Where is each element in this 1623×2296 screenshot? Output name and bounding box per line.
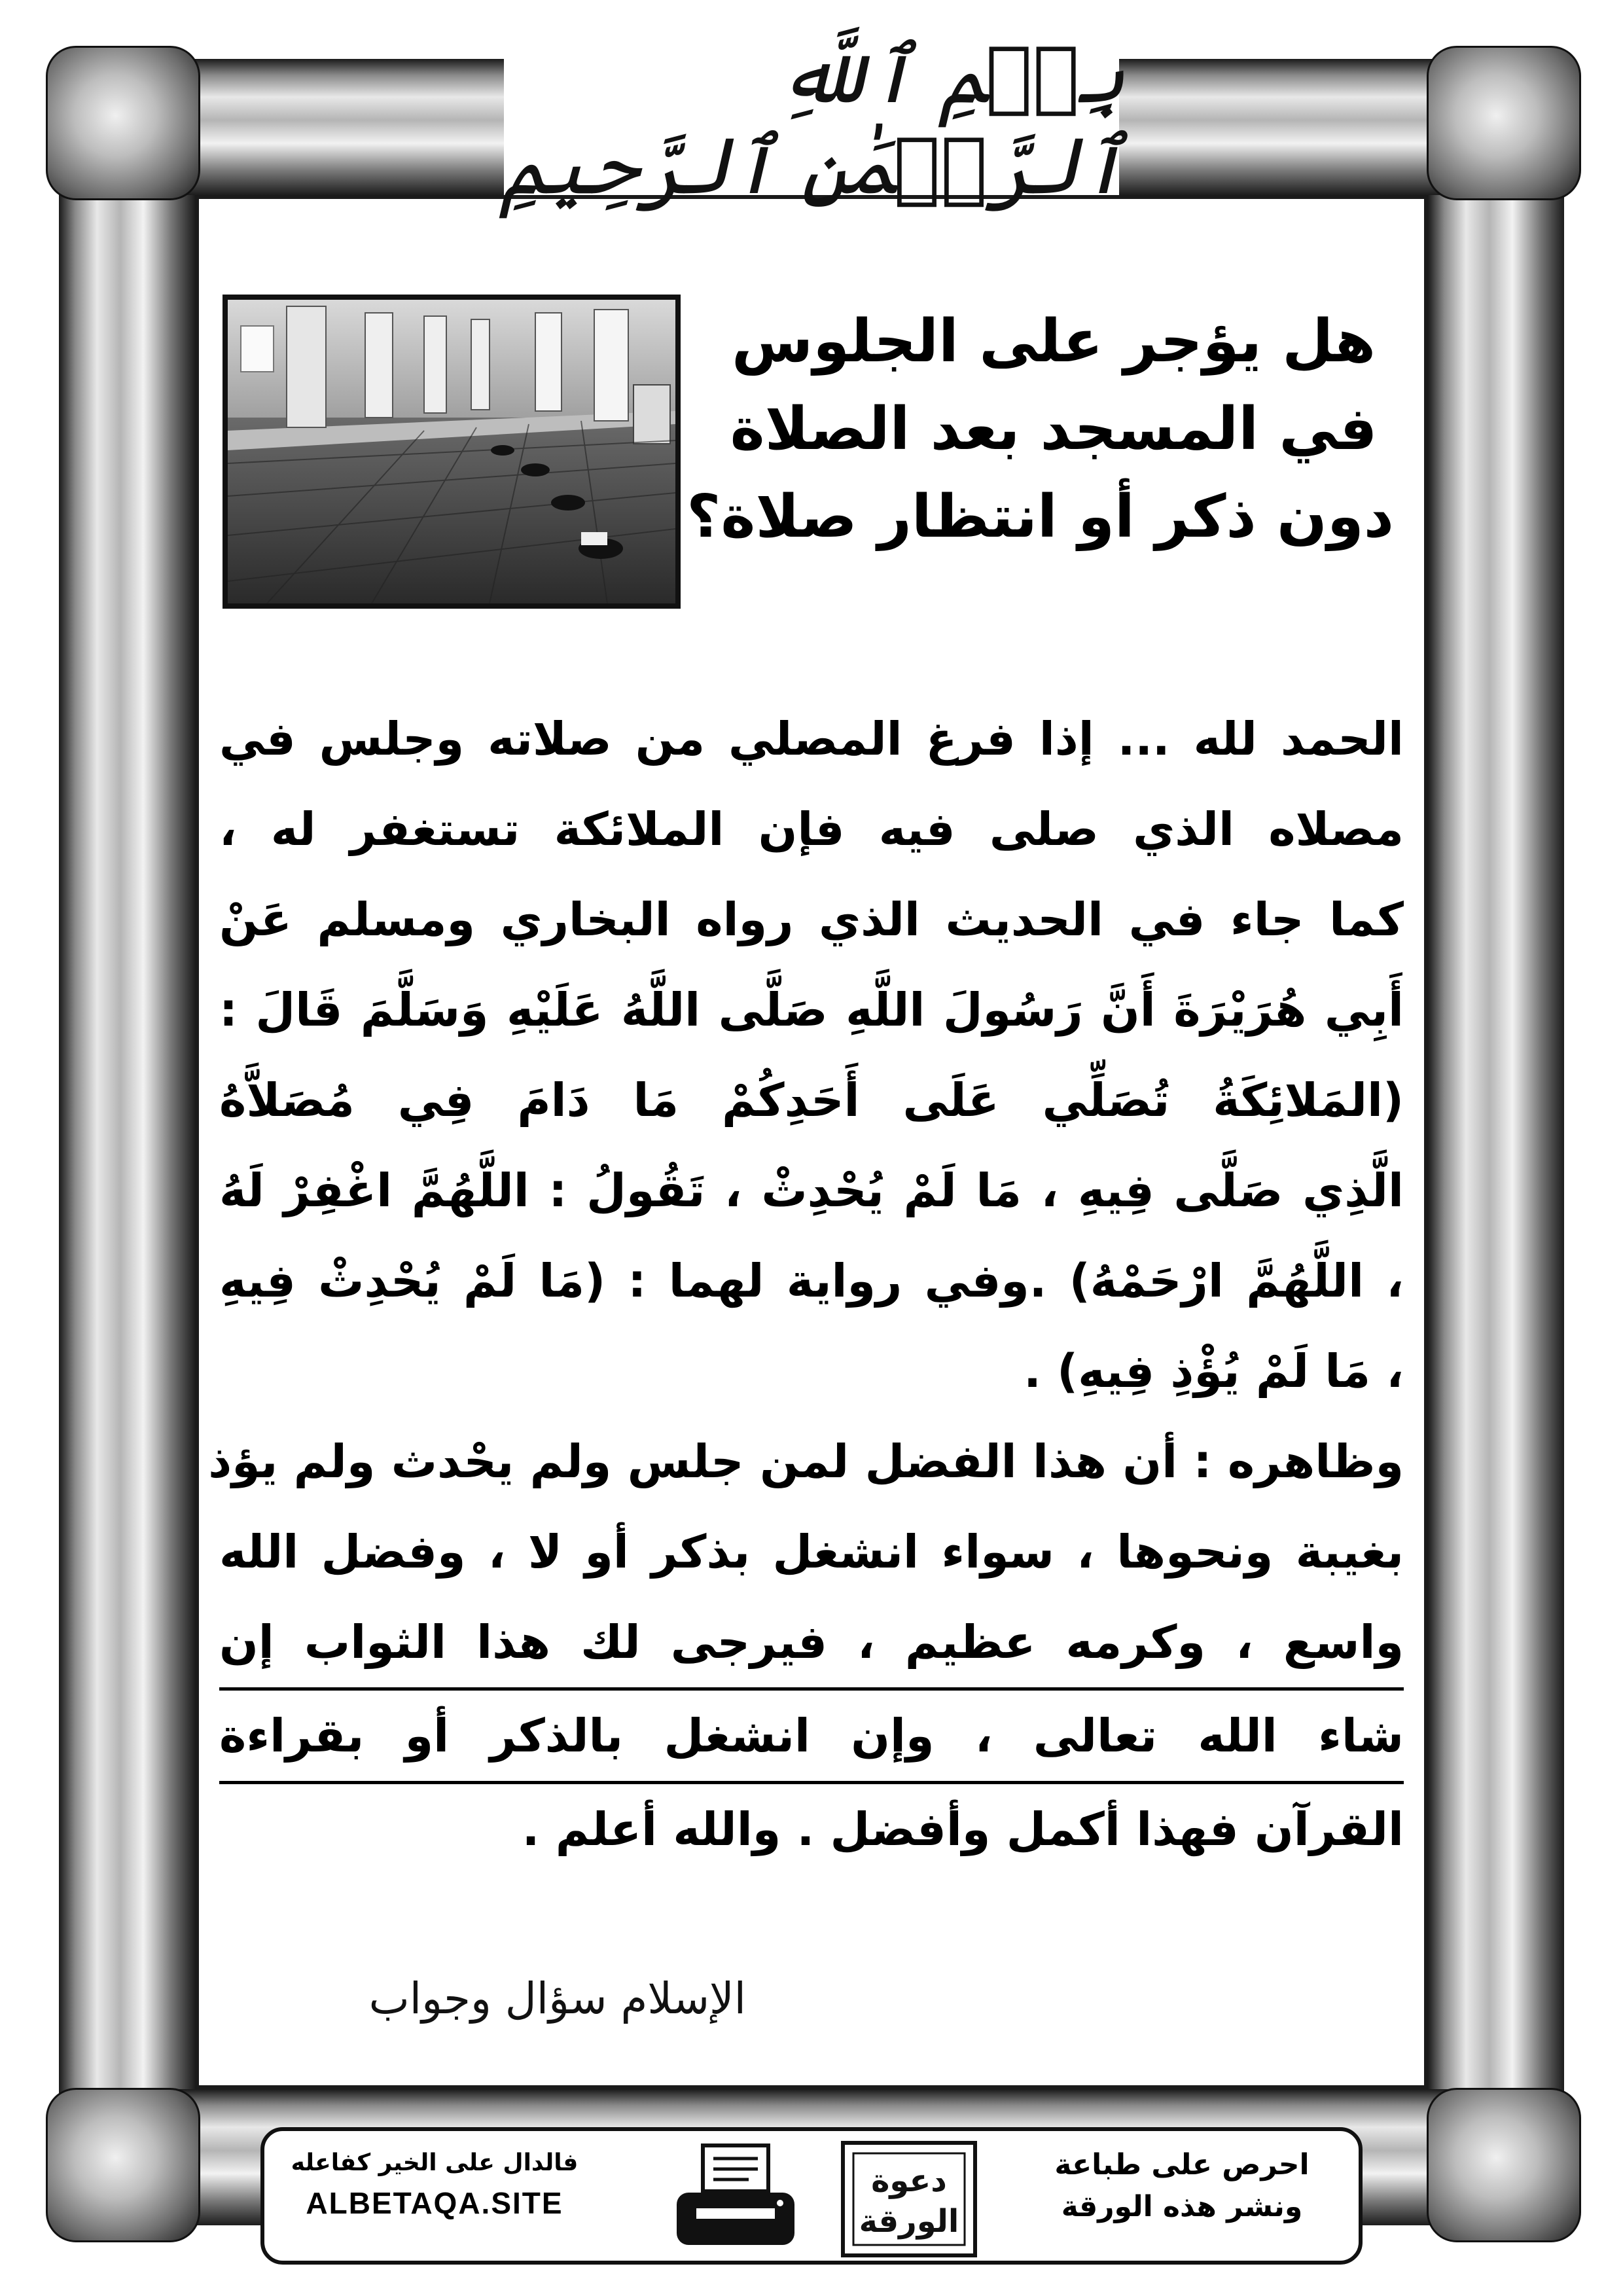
body-line-underlined: واسع ، وكرمه عظيم ، فيرجى لك هذا الثواب إن xyxy=(219,1597,1404,1691)
body-line: الحمد لله ... إذا فرغ المصلي من صلاته وجلس في xyxy=(219,712,1404,766)
body-line: ، اللَّهُمَّ ارْحَمْهُ) .وفي رواية لهما : (مَا لَمْ يُحْدِثْ فِيهِ xyxy=(219,1254,1404,1308)
body-line: أَبِي هُرَيْرَةَ أَنَّ رَسُولَ اللَّهِ صَلَّى اللَّهُ عَلَيْهِ وَسَلَّمَ قَالَ : xyxy=(219,983,1404,1037)
body-line: مصلاه الذي صلى فيه فإن الملائكة تستغفر له ، xyxy=(219,802,1404,856)
article-body xyxy=(208,694,1404,1874)
footer-proverb: فالدال على الخير كفاعله xyxy=(291,2149,579,2176)
logo-icon xyxy=(840,2140,978,2258)
mosque-interior-photo xyxy=(223,295,681,609)
body-line-underlined: شاء الله تعالى ، وإن انشغل بالذكر أو بقراءة xyxy=(219,1691,1404,1784)
body-line: ، مَا لَمْ يُؤْذِ فِيهِ) . xyxy=(1024,1344,1404,1398)
article-title xyxy=(687,298,1394,561)
body-line: (المَلائِكَةُ تُصَلِّي عَلَى أَحَدِكُمْ مَا دَامَ فِي مُصَلاَّهُ xyxy=(219,1073,1404,1127)
body-line: وظاهره : أن هذا الفضل لمن جلس ولم يحْدث ولم يؤذ xyxy=(208,1435,1404,1488)
footer-banner xyxy=(260,2127,1363,2265)
frame-corner-bottom-right xyxy=(1427,2088,1581,2242)
footer-site-block xyxy=(277,2144,592,2248)
body-line: كما جاء في الحديث الذي رواه البخاري ومسلم عَنْ xyxy=(219,893,1404,946)
mosque-interior-illustration xyxy=(228,300,675,603)
basmala-calligraphy: بِسۡمِ ٱللَّهِ ٱلرَّحۡمَٰنِ ٱلرَّحِيمِ xyxy=(500,30,1126,212)
logo-text-top: دعوة xyxy=(871,2162,947,2199)
footer-call-to-action xyxy=(1018,2144,1346,2248)
frame-left-bar xyxy=(59,98,195,2166)
footer-site-link[interactable]: ALBETAQA.SITE xyxy=(306,2186,563,2220)
frame-corner-bottom-left xyxy=(46,2088,200,2242)
body-line: بغيبة ونحوها ، سواء انشغل بذكر أو لا ، وفضل الله xyxy=(219,1525,1404,1579)
dawat-alwaraqa-logo xyxy=(840,2140,978,2258)
title-line: دون ذكر أو انتظار صلاة؟ xyxy=(687,482,1394,551)
body-line: القرآن فهذا أكمل وأفضل . والله أعلم . xyxy=(522,1803,1404,1856)
title-line: في المسجد بعد الصلاة xyxy=(730,395,1378,463)
frame-right-bar xyxy=(1428,98,1564,2166)
printer-icon xyxy=(670,2140,801,2258)
frame-corner-top-right xyxy=(1427,46,1581,200)
source-attribution: الإسلام سؤال وجواب xyxy=(368,1973,746,2024)
footer-cta-line: احرص على طباعة xyxy=(1054,2148,1310,2181)
frame-corner-top-left xyxy=(46,46,200,200)
logo-text-bottom: الورقة xyxy=(859,2203,959,2240)
title-line: هل يؤجر على الجلوس xyxy=(732,307,1376,376)
body-line: الَّذِي صَلَّى فِيهِ ، مَا لَمْ يُحْدِثْ ، تَقُولُ : اللَّهُمَّ اغْفِرْ لَهُ xyxy=(219,1164,1404,1217)
footer-cta-line: ونشر هذه الورقة xyxy=(1061,2190,1303,2223)
